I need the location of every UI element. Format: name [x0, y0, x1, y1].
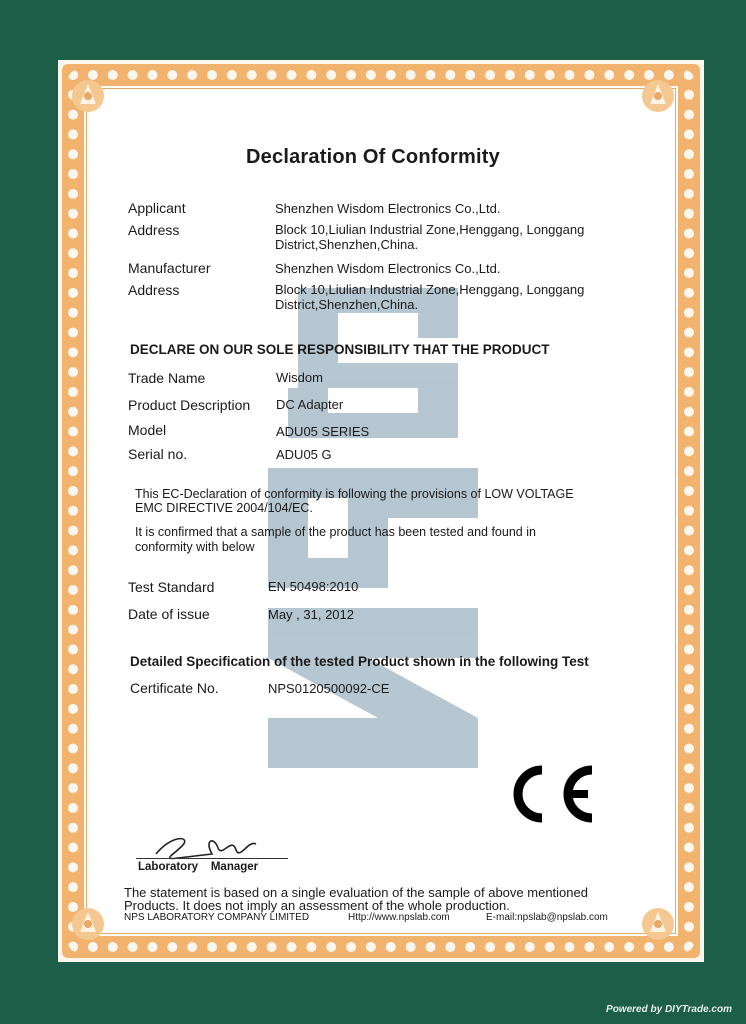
footer-website: Http://www.npslab.com	[348, 912, 450, 923]
manufacturer-value: Shenzhen Wisdom Electronics Co.,Ltd.	[275, 261, 501, 276]
signature-line	[136, 858, 288, 859]
manufacturer-label: Manufacturer	[128, 260, 211, 276]
applicant-value: Shenzhen Wisdom Electronics Co.,Ltd.	[275, 201, 501, 216]
powered-by-text: Powered by DIYTrade.com	[606, 1004, 732, 1015]
manufacturer-address-line1: Block 10,Liulian Industrial Zone,Henggang, Longgang	[275, 282, 585, 297]
declaration-text-line2: EMC DIRECTIVE 2004/104/EC.	[135, 501, 313, 515]
serial-no-value: ADU05 G	[276, 447, 332, 462]
trade-name-value: Wisdom	[276, 370, 323, 385]
declaration-text-line3: It is confirmed that a sample of the product has been tested and found in	[135, 525, 536, 539]
test-standard-label: Test Standard	[128, 579, 215, 595]
date-of-issue-label: Date of issue	[128, 606, 210, 622]
applicant-address-line2: District,Shenzhen,China.	[275, 237, 419, 252]
manufacturer-address-label: Address	[128, 282, 180, 298]
product-description-label: Product Description	[128, 397, 251, 413]
declare-heading: DECLARE ON OUR SOLE RESPONSIBILITY THAT THE PRODUCT	[130, 342, 550, 357]
statement-line1: The statement is based on a single evaluation of the sample of above mentioned	[124, 885, 588, 900]
model-value: ADU05 SERIES	[276, 424, 370, 439]
product-description-value: DC Adapter	[276, 397, 344, 412]
trade-name-label: Trade Name	[128, 370, 206, 386]
spec-heading: Detailed Specification of the tested Product shown in the following Test	[130, 654, 589, 669]
footer-company: NPS LABORATORY COMPANY LIMITED	[124, 912, 310, 923]
ce-mark-icon	[502, 762, 598, 826]
statement-line2: Products. It does not imply an assessment of the whole production.	[124, 898, 510, 913]
manufacturer-address-line2: District,Shenzhen,China.	[275, 297, 419, 312]
certificate-no-value: NPS0120500092-CE	[268, 681, 390, 696]
applicant-address-label: Address	[128, 222, 180, 238]
model-label: Model	[128, 422, 167, 438]
declaration-text-line4: conformity with below	[135, 540, 255, 554]
applicant-address-line1: Block 10,Liulian Industrial Zone,Henggang, Longgang	[275, 222, 585, 237]
test-standard-value: EN 50498:2010	[268, 579, 359, 594]
serial-no-label: Serial no.	[128, 446, 188, 462]
declaration-text-line1: This EC-Declaration of conformity is following the provisions of LOW VOLTAGE	[135, 487, 574, 501]
date-of-issue-value: May , 31, 2012	[268, 607, 354, 622]
signature-label: Laboratory Manager	[138, 861, 259, 873]
certificate-no-label: Certificate No.	[130, 680, 219, 696]
footer-email: E-mail:npslab@npslab.com	[486, 912, 608, 923]
document-title: Declaration Of Conformity	[246, 146, 500, 168]
applicant-label: Applicant	[128, 200, 186, 216]
